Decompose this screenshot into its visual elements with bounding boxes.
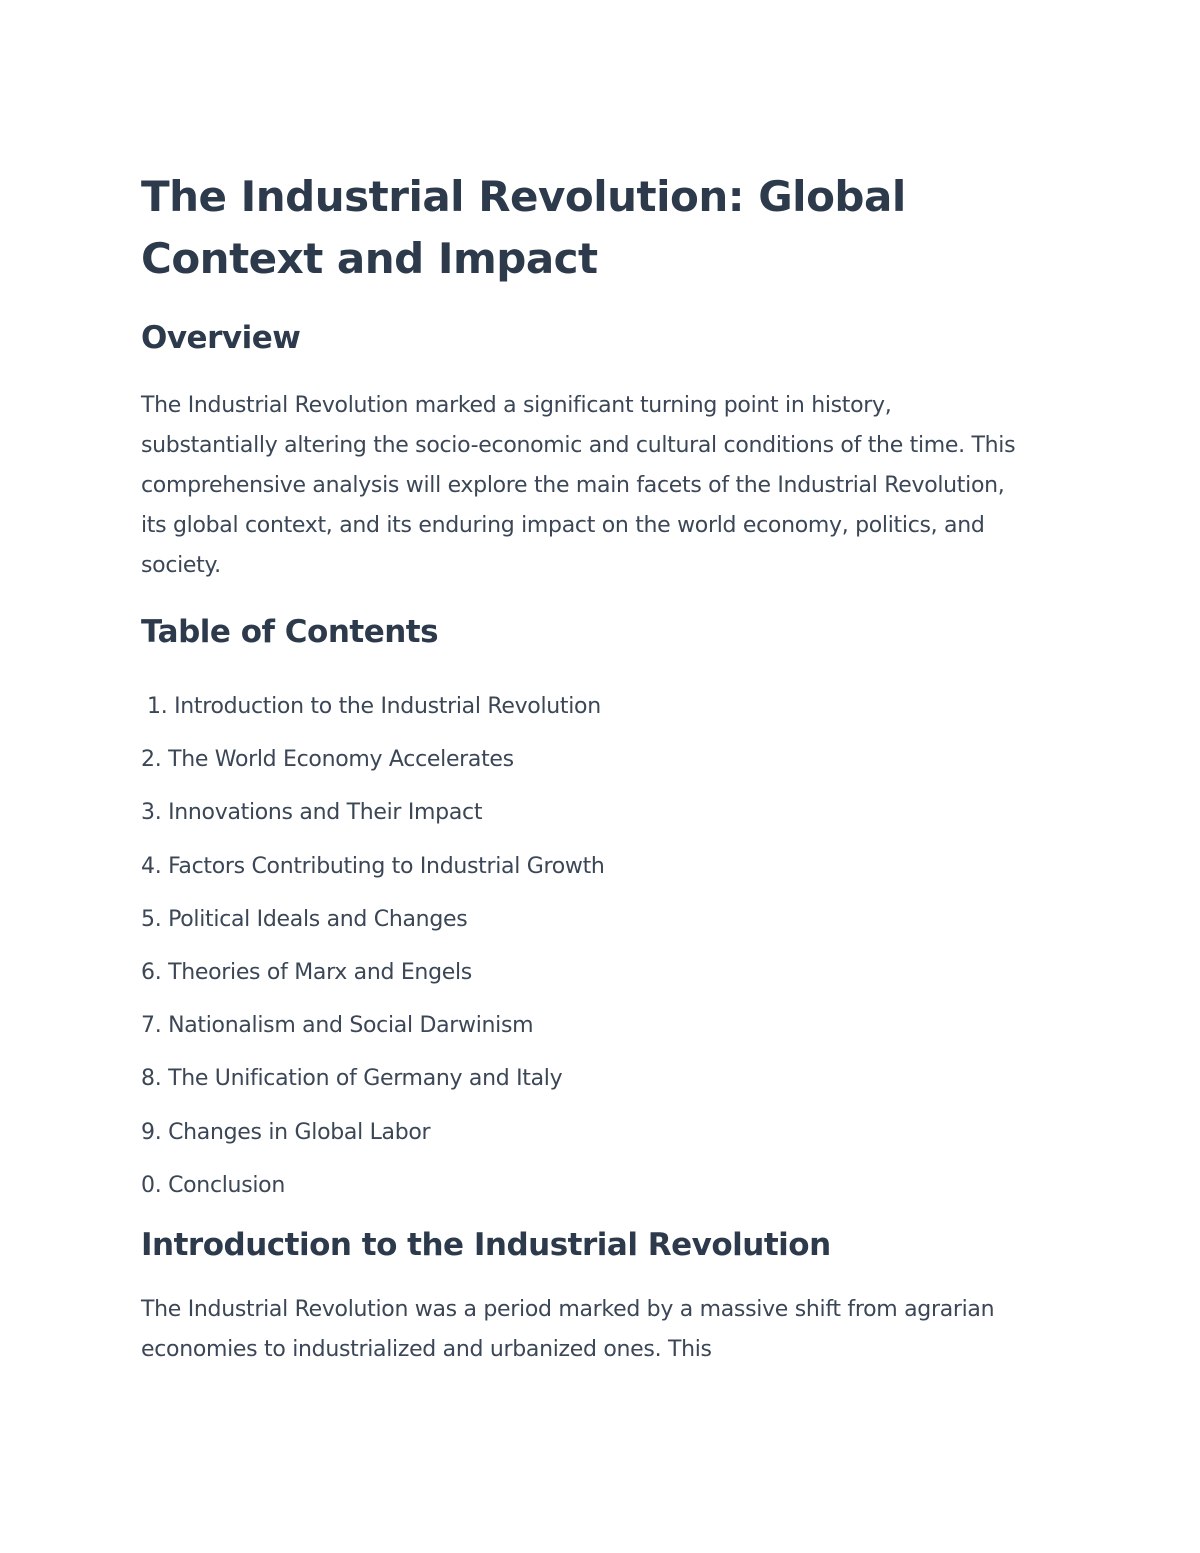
intro-heading: Introduction to the Industrial Revolution: [141, 1227, 831, 1263]
toc-heading: Table of Contents: [141, 614, 439, 650]
toc-item: 7. Nationalism and Social Darwinism: [141, 1013, 534, 1039]
toc-item: 0. Conclusion: [141, 1172, 285, 1198]
toc-item: 2. The World Economy Accelerates: [141, 747, 514, 773]
overview-paragraph: The Industrial Revolution marked a significant turning point in history, substantially altering the socio-economic and cultural conditions of the time. This comprehensive analysis will explore the main facets of the Industrial Revolution, its global context, and its enduring impact on the world economy, politics, and society.: [141, 393, 1016, 578]
toc-item: 6. Theories of Marx and Engels: [141, 959, 472, 985]
document-title: The Industrial Revolution: Global Context and Impact: [141, 172, 906, 283]
toc-item: 5. Political Ideals and Changes: [141, 906, 468, 932]
overview-heading: Overview: [141, 320, 301, 356]
table-of-contents: [141, 680, 1041, 1212]
toc-item: 3. Innovations and Their Impact: [141, 800, 483, 826]
toc-item: 8. The Unification of Germany and Italy: [141, 1066, 563, 1092]
toc-item: 1. Introduction to the Industrial Revolution: [147, 694, 601, 719]
toc-item: 4. Factors Contributing to Industrial Growth: [141, 853, 605, 879]
toc-item: 9. Changes in Global Labor: [141, 1119, 431, 1145]
intro-paragraph: The Industrial Revolution was a period marked by a massive shift from agrarian economies to industrialized and urbanized ones. This: [141, 1297, 995, 1362]
